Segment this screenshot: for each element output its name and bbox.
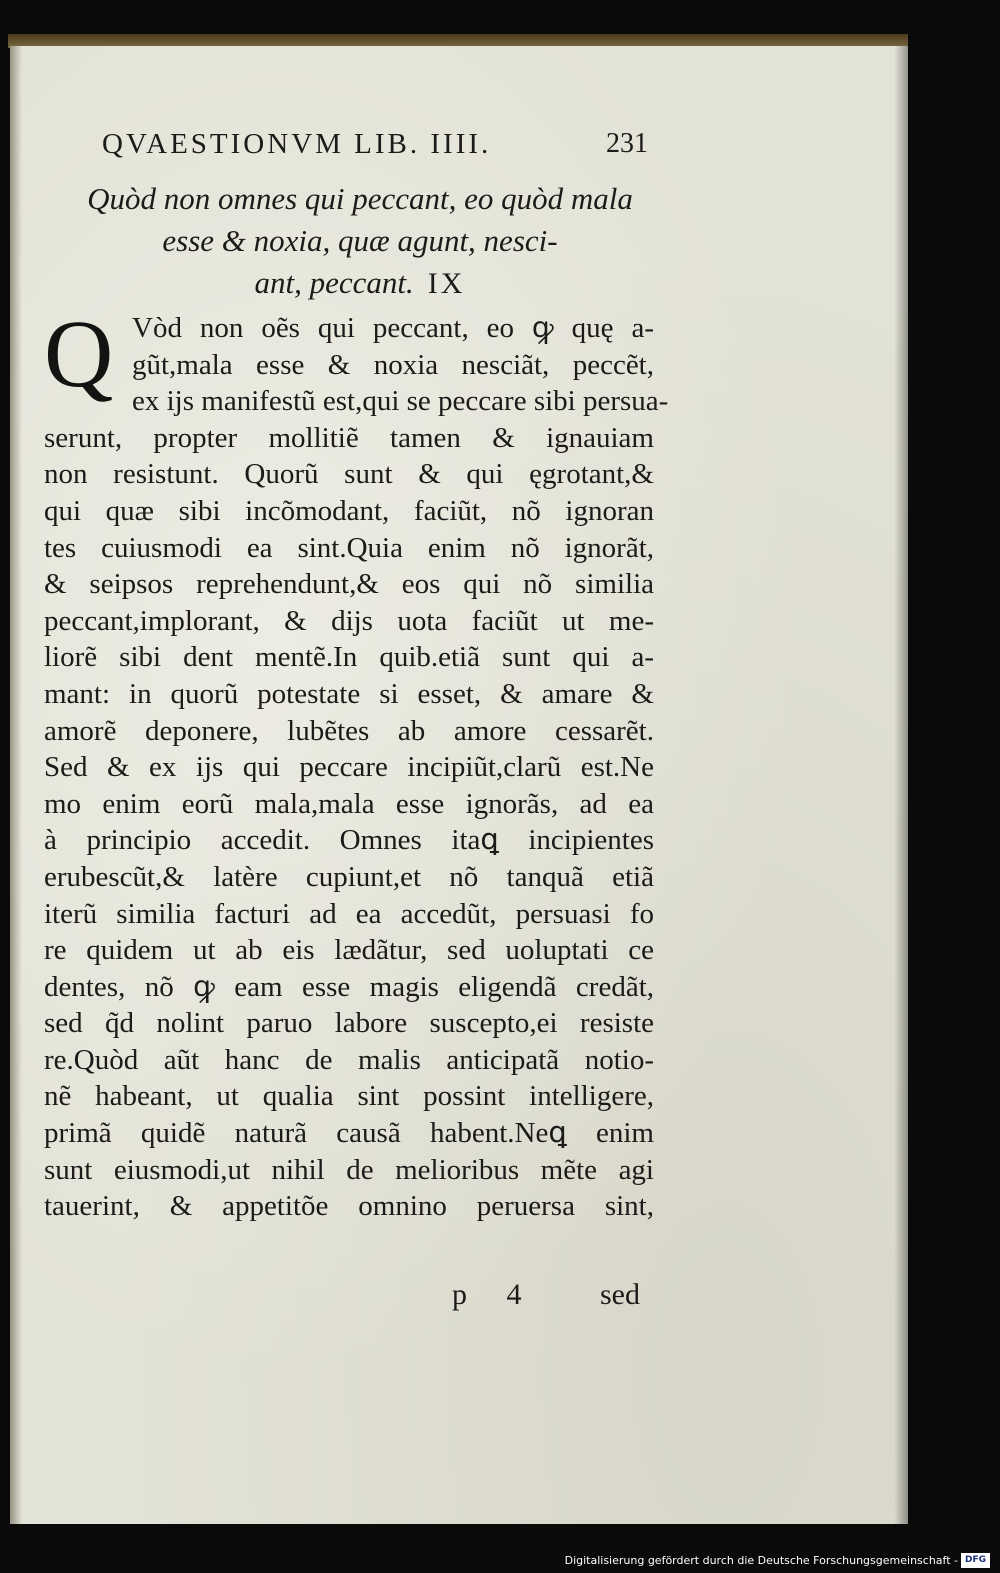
- text-line: iterũ similia facturi ad ea accedũt, persuasi fo: [44, 897, 654, 930]
- text-line: à principio accedit. Omnes itaꝗ incipientes: [44, 824, 654, 857]
- text-line: re quidem ut ab eis lædãtur, sed uoluptati ce: [44, 934, 654, 967]
- text-line: sed q̃d nolint paruo labore suscepto,ei resiste: [44, 1007, 654, 1040]
- text-line: primã quidẽ naturã causã habent.Neꝗ enim: [44, 1117, 654, 1150]
- text-line: mant: in quorũ potestate si esset, & amare &: [44, 677, 654, 710]
- text-line: ex ijs manifestũ est,qui se peccare sibi persua-: [132, 385, 669, 418]
- text-line: gũt,mala esse & noxia nesciãt, peccẽt,: [132, 348, 654, 381]
- chapter-heading: [60, 178, 660, 305]
- text-line: tes cuiusmodi ea sint.Quia enim nõ ignorãt,: [44, 531, 654, 564]
- signature-mark: p 4: [452, 1278, 538, 1311]
- text-line: liorẽ sibi dent mentẽ.In quib.etiã sunt qui a-: [44, 641, 654, 674]
- text-line: Sed & ex ijs qui peccare incipiũt,clarũ est.Ne: [44, 751, 654, 784]
- text-line: non resistunt. Quorũ sunt & qui ęgrotant,&: [44, 458, 654, 491]
- heading-line: [60, 262, 660, 305]
- text-line: peccant,implorant, & dijs uota faciũt ut me-: [44, 604, 654, 637]
- text-line: nẽ habeant, ut qualia sint possint intelligere,: [44, 1080, 654, 1113]
- heading-line-text: ant, peccant.: [254, 265, 414, 300]
- heading-line: Quòd non omnes qui peccant, eo quòd mala: [87, 181, 633, 216]
- credit-text: Digitalisierung gefördert durch die Deutsche Forschungsgemeinschaft -: [564, 1553, 958, 1567]
- text-line: re.Quòd aũt hanc de malis anticipatã notio-: [44, 1043, 654, 1076]
- chapter-number: IX: [427, 267, 466, 300]
- catchword: sed: [600, 1278, 640, 1311]
- text-line: qui quæ sibi incõmodant, faciũt, nõ ignoran: [44, 494, 654, 527]
- gutter-shadow: [10, 46, 22, 1524]
- book-page: [10, 46, 908, 1524]
- text-line: Vòd non oẽs qui peccant, eo ꝙ quę a-: [132, 312, 654, 344]
- running-head: [102, 128, 662, 168]
- body-text: [44, 300, 669, 1225]
- text-line: amorẽ deponere, lubẽtes ab amore cessarẽt.: [44, 714, 654, 747]
- page-number: 231: [606, 128, 648, 159]
- text-line: erubescũt,& latère cupiunt,et nõ tanquã etiã: [44, 860, 654, 893]
- text-line: dentes, nõ ꝙ eam esse magis eligendã credãt,: [44, 970, 654, 1003]
- running-title: QVAESTIONVM LIB. IIII.: [102, 128, 492, 160]
- dfg-logo: DFG: [961, 1553, 990, 1568]
- text-line: & seipsos reprehendunt,& eos qui nõ similia: [44, 568, 654, 601]
- drop-cap-initial: Q: [44, 300, 114, 407]
- edge-shadow: [894, 46, 908, 1524]
- text-line: tauerint, & appetitõe omnino peruersa sint,: [44, 1190, 654, 1223]
- heading-line: esse & noxia, quæ agunt, nesci-: [162, 223, 558, 258]
- text-line: mo enim eorũ mala,mala esse ignorãs, ad ea: [44, 787, 654, 820]
- text-line: sunt eiusmodi,ut nihil de melioribus mẽte agi: [44, 1153, 654, 1186]
- digitization-credit: [565, 1551, 990, 1569]
- text-line: serunt, propter mollitiẽ tamen & ignauiam: [44, 421, 654, 454]
